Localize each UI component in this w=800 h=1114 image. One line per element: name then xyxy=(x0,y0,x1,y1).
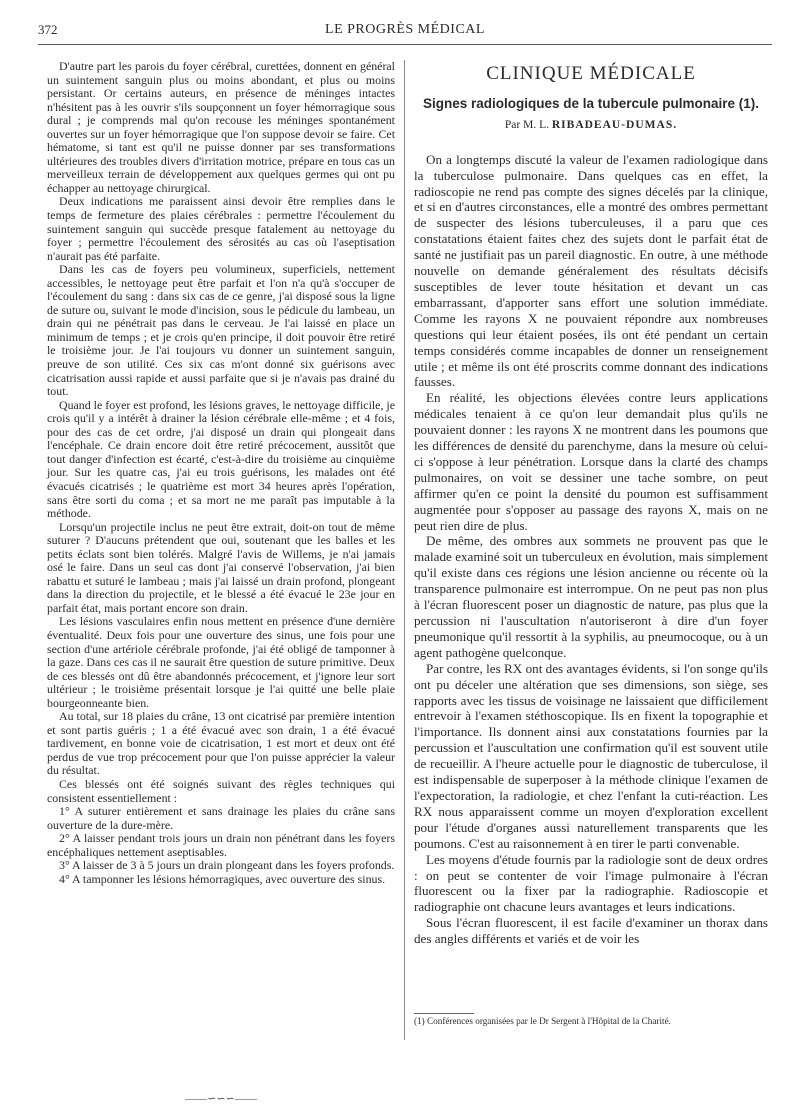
right-paragraph-1: On a longtemps discuté la valeur de l'examen radiologique dans la tuberculose pulmonaire. Dans quelques cas en effet, la radioscopie ne rend pas compte des signes décelés par la clinique, et si en d'autres circonstances, elle a montré des ombres permettant de suspecter des lésions tuberculeuses, il a paru que ces constatations étaient faites chez des sujets dont le parfait état de santé ne justifiait pas un pareil diagnostic. En outre, à une méthode nouvelle on demande généralement des résultats décisifs susceptibles de lever toute hésitation et devant un cas embarrassant, d'apporter sans effort une solution immédiate. Comme les rayons X ne pouvaient répondre aux nombreuses questions qui leur étaient posées, ils ont été pendant un certain temps considérés comme incapables de donner un renseignement utile ; et même ils ont été proscrits comme donnant des indications fausses. xyxy=(414,151,768,390)
left-paragraph-1: D'autre part les parois du foyer cérébral, curettées, donnent en général un suintement sanguin plus ou moins abondant, et plus ou moins persistant. Or certains auteurs, en présence de méninges intactes n'hésitent pas à les ouvrir s'ils soupçonnent un foyer hémorragique sous dural ; je comprends mal qu'on recouse les méninges spontanément ouvertes sur un foyer hémorragique que l'on suppose devoir se faire. Cet hématome, si tant est qu'il ne puisse donner par ses transformations ultérieures des troubles divers d'irritation motrice, prépare en tous cas un merveilleux terrain de développement aux quelques germes qui ont pu échapper au nettoyage chirurgical. xyxy=(47,59,395,195)
section-title: CLINIQUE MÉDICALE xyxy=(486,63,696,84)
page-header xyxy=(38,22,772,44)
byline xyxy=(414,118,768,134)
ornament-divider: ——∽∽∽—— xyxy=(185,1093,257,1105)
right-paragraph-2: En réalité, les objections élevées contre leurs applications médicales tenaient à ce qu'on leur demandait plus qu'ils ne pouvaient donner : les rayons X ne montrent dans les poumons que les différences de densité du parenchyme, dans la mesure où celui-ci s'oppose à leur pénétration. Lorsque dans la clarté des champs pulmonaires, on voit se dessiner une tache sombre, on peut affirmer qu'en ce point la densité du poumon est suffisamment augmentée pour s'opposer au passage des rayons X, mais on ne peut rien dire de plus. xyxy=(414,390,768,533)
byline-author: RIBADEAU-DUMAS. xyxy=(551,118,678,131)
footnote-rule xyxy=(414,1013,474,1014)
running-title: LE PROGRÈS MÉDICAL xyxy=(325,22,485,37)
left-paragraph-2: Deux indications me paraissent ainsi devoir être remplies dans le temps de fermeture des plaies cérébrales : permettre l'écoulement du suintement sanguin qui succède presque fatalement au nettoyage du foyer ; permettre l'écoulement des sérosités au cas où l'aseptisation n'aurait pas été parfaite. xyxy=(47,194,395,263)
page-number: 372 xyxy=(38,22,58,37)
article-title: Signes radiologiques de la tubercule pulmonaire (1). xyxy=(422,95,760,111)
left-paragraph-8: Ces blessés ont été soignés suivant des règles techniques qui consistent essentiellement : xyxy=(47,776,395,805)
right-paragraph-3: De même, des ombres aux sommets ne prouvent pas que le malade examiné soit un tuberculeux en évolution, mais simplement qu'il existe dans ces régions une lésion ancienne ou récente où la transparence pulmonaire est interrompue. On ne peut pas non plus à l'écran fluorescent poser un diagnostic de nature, pas plus que la percussion ni l'auscultation n'autoriseront à dire d'un foyer pneumonique qu'il ressortit à la syphilis, au pneumocoque, ou à un agent pathogène quelconque. xyxy=(414,533,768,660)
left-paragraph-3: Dans les cas de foyers peu volumineux, superficiels, nettement accessibles, le nettoyage peut être parfait et l'on n'a qu'à s'occuper de l'écoulement du sang : dans six cas de ce genre, j'ai disposé sous la ligne de suture ou, suivant le mode d'incision, sous le pédicule du lambeau, un drain qui ne pénétrait pas dans le cerveau. Je l'ai laissé en place un minimum de temps ; et je crois qu'en principe, il doit pouvoir être retiré le troisième jour. Je l'ai toujours vu donner un suintement sanguin, preuve de son utilité. Ces six cas m'ont donné six guérisons avec cicatrisation aussi rapide et aussi parfaite que si je n'avais pas drainé du tout. xyxy=(47,262,395,399)
right-paragraph-5: Les moyens d'étude fournis par la radiologie sont de deux ordres : on peut se contenter de voir l'image pulmonaire à l'écran fluorescent ou la fixer par la radiographie. Radioscopie et radiographie ont chacune leurs avantages et leurs indications. xyxy=(414,851,768,915)
left-paragraph-4: Quand le foyer est profond, les lésions graves, le nettoyage difficile, je crois qu'il y a intérêt à drainer la lésion cérébrale elle-même ; et 4 fois, pour des cas de cet ordre, j'ai disposé un drain qui plongeait dans l'encéphale. Ce drain encore doit être retiré précocement, aussitôt que tout danger d'infection est écarté, c'est-à-dire du troisième au cinquième jour. Sur les quatre cas, j'ai eu trois guérisons, les malades ont été évacués cicatrisés ; le quatrième est mort 34 heures après l'opération, sans être sorti du coma ; et sa mort ne me paraît pas imputable à la méthode. xyxy=(47,397,395,521)
right-paragraph-4: Par contre, les RX ont des avantages évidents, si l'on songe qu'ils ont pu déceler une altération que ses dimensions, son siège, ses rapports avec les tissus de voisinage ne laissaient que difficilement entrevoir à l'examen stéthoscopique. Ils en fixent la topographie et l'importance. Ils donnent ainsi aux constatations fournies par la percussion et l'auscultation une confirmation qu'il est souvent utile de recueillir. A l'heure actuelle pour le diagnostic de tuberculose, il est indispensable de superposer à la méthode clinique l'examen de l'expectoration, la radiologie, et chez l'enfant la cuti-réaction. Les RX nous apparaissent comme un moyen d'exploration excellent pour l'étude d'organes aussi naturellement transparents que les poumons. C'est au raisonnement à en tirer le parti convenable. xyxy=(414,660,768,851)
left-list-item-3: 3° A laisser de 3 à 5 jours un drain plongeant dans les foyers profonds. xyxy=(59,858,395,873)
column-divider xyxy=(404,60,405,1040)
left-list-item-1: 1° A suturer entièrement et sans drainage les plaies du crâne sans ouverture de la dure-mère. xyxy=(47,804,395,832)
left-column xyxy=(47,60,395,886)
left-list-item-4: 4° A tamponner les lésions hémorragiques, avec ouverture des sinus. xyxy=(59,871,386,886)
header-rule xyxy=(38,44,772,45)
byline-prefix: Par M. L. xyxy=(504,118,549,131)
left-paragraph-7: Au total, sur 18 plaies du crâne, 13 ont cicatrisé par première intention et sont partis guéris ; 1 a été évacué avec son drain, 1 a été évacué tardivement, en bonne voie de cicatrisation, 1 est mort et deux ont été perdus de vue trop précocement pour que l'on puisse apprécier la valeur du résultat. xyxy=(47,709,395,778)
footnote: (1) Conférences organisées par le Dr Sergent à l'Hôpital de la Charité. xyxy=(414,1016,671,1026)
left-list-item-2: 2° A laisser pendant trois jours un drain non pénétrant dans les foyers encéphaliques nettement aseptisables. xyxy=(47,831,395,859)
left-paragraph-5: Lorsqu'un projectile inclus ne peut être extrait, doit-on tout de même suturer ? D'aucuns prétendent que oui, soutenant que les balles et les petits éclats sont bien tolérés. Malgré l'avis de Willems, je n'ai jamais osé le faire. Dans un seul cas dont j'ai conservé l'observation, j'ai bien rabattu et suturé le lambeau ; mais j'ai laissé un drain profond, plongeant dans la direction du projectile, et le blessé a été évacué le 23e jour en parfait état, mais portant encore son drain. xyxy=(47,519,395,615)
right-paragraph-6: Sous l'écran fluorescent, il est facile d'examiner un thorax dans des angles différents et variés et de voir les xyxy=(414,915,768,947)
left-paragraph-6: Les lésions vasculaires enfin nous mettent en présence d'une dernière éventualité. Deux fois pour une ouverture des sinus, une fois pour une section d'une artériole cérébrale profonde, j'ai été obligé de tamponner à la gaze. Dans ces cas il ne saurait être question de suture primitive. Deux de ces blessés ont dû être abandonnés précocement, et j'ignore leur sort ultérieur ; le troisième présentait lorsque je l'ai quitté une belle plaie bourgeonneante bien. xyxy=(47,614,395,710)
right-column xyxy=(414,60,768,947)
